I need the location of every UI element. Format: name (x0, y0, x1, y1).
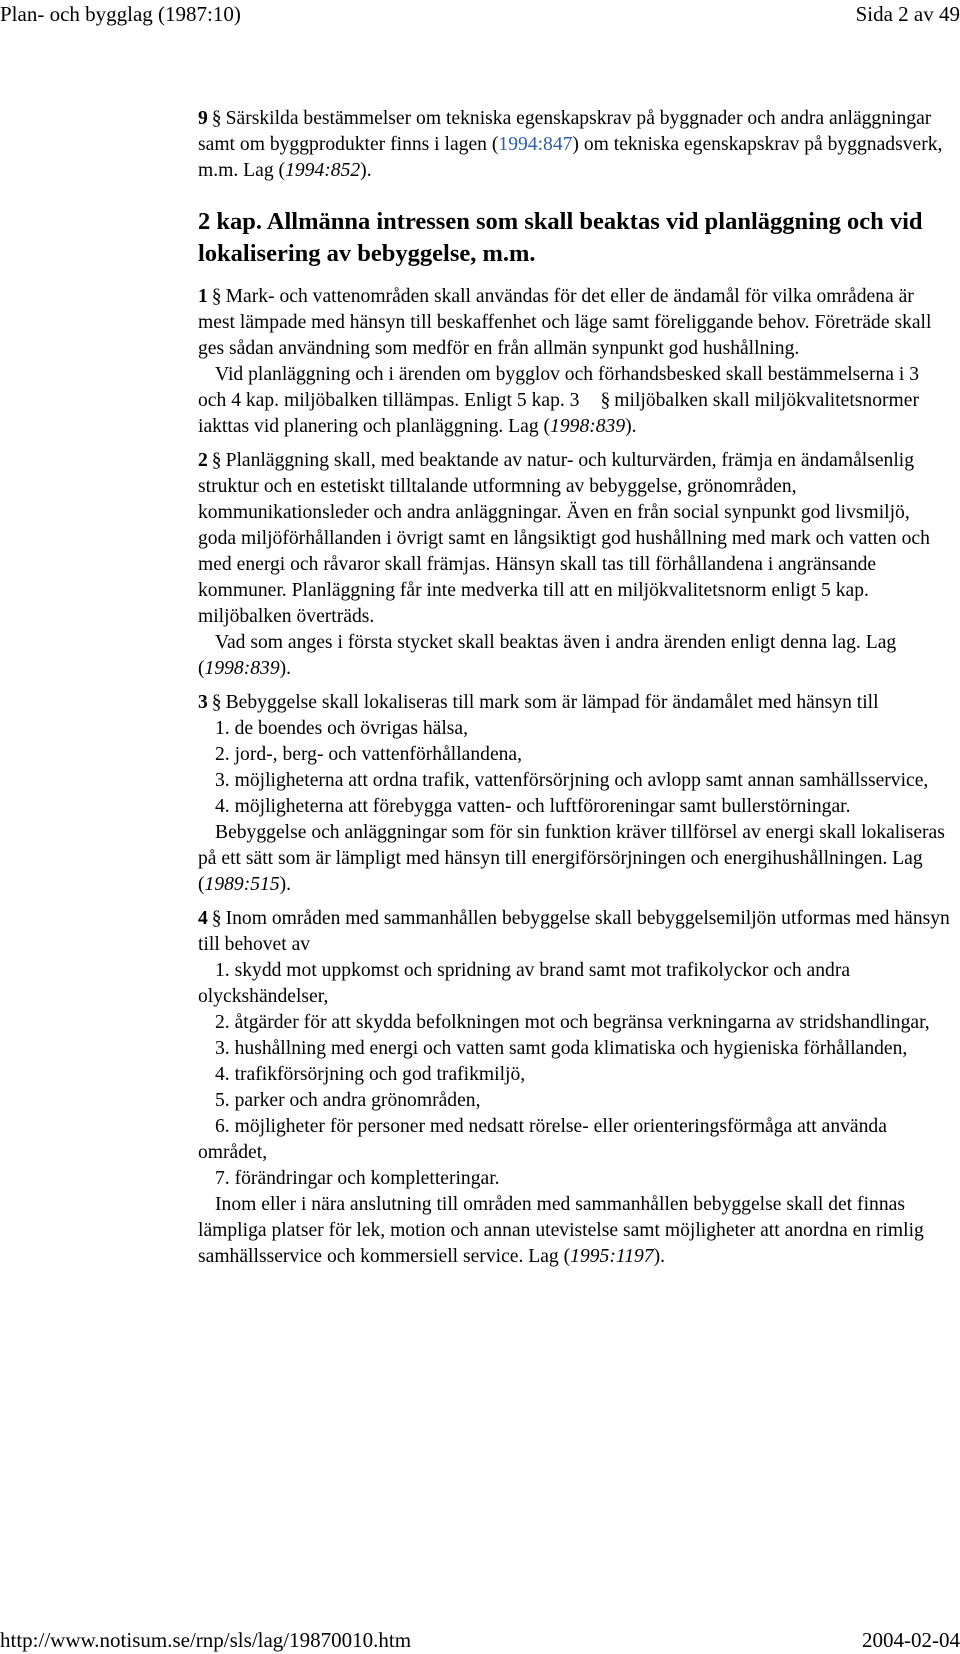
list-item: 4. möjligheterna att förebygga vatten- och luftföroreningar samt bullerstörningar. (215, 796, 851, 817)
section-number: 2 (198, 450, 208, 471)
list-item: 5. parker och andra grönområden, (215, 1090, 481, 1111)
list-item: 2. åtgärder för att skydda befolkningen mot och begränsa verkningarna av stridshandlingar, (215, 1012, 930, 1033)
section-sign-icon: § (211, 286, 222, 307)
document-title: Plan- och bygglag (1987:10) (0, 2, 241, 26)
section-1: 1 § Mark- och vattenområden skall användas för det eller de ändamål för vilka områdena är mest lämpade med hänsyn till beskaffenhet och läge samt föreliggande behov. Företräde skall ges sådan användning som medför en från allmän synpunkt god hushållning. Vid planläggning och i ärenden om bygglov och förhandsbesked skall bestämmelserna i 3 och 4 kap. miljöbalken tillämpas. Enligt 5 kap. 3 § miljöbalken skall miljökvalitetsnormer iakttas vid planering och planläggning. Lag (1998:839). (198, 286, 932, 437)
section-sign-icon: § (211, 692, 222, 713)
section-number: 9 (198, 108, 208, 129)
law-reference: 1998:839 (204, 658, 280, 679)
section-4: 4 § Inom områden med sammanhållen bebyggelse skall bebyggelsemiljön utformas med hänsyn till behovet av 1. skydd mot uppkomst och spridning av brand samt mot trafikolyckor och andra olyckshändelser, 2. åtgärder för att skydda befolkningen mot och begränsa verkningarna av stridshandlingar, 3. hushållning med energi och vatten samt goda klimatiska och hygieniska förhållanden, 4. trafikförsörjning och god trafikmiljö, 5. parker och andra grönområden, 6. möjligheter för personer med nedsatt rörelse- eller orienteringsförmåga att använda området, 7. förändringar och kompletteringar. Inom eller i nära anslutning till områden med sammanhållen bebyggelse skall det finnas lämpliga platser för lek, motion och annan utevistelse samt möjligheter att anordna en rimlig samhällsservice och kommersiell service. Lag (1995:1197). (198, 908, 950, 1267)
law-reference: 1995:1197 (570, 1246, 654, 1267)
law-reference: 1989:515 (204, 874, 280, 895)
section-2: 2 § Planläggning skall, med beaktande av natur- och kulturvärden, främja en ändamålsenlig struktur och en estetiskt tilltalande utformning av bebyggelse, grönområden, kommunikationsleder och andra anläggningar. Även en från social synpunkt god livsmiljö, goda miljöförhållanden i övrigt samt en långsiktigt god hushållning med mark och vatten och med energi och råvaror skall främjas. Hänsyn skall tas till förhållandena i angränsande kommuner. Planläggning får inte medverka till att en miljökvalitetsnorm enligt 5 kap. miljöbalken överträds. Vad som anges i första stycket skall beaktas även i andra ärenden enligt denna lag. Lag (1998:839). (198, 450, 930, 679)
page-header (0, 0, 960, 28)
section-sign-icon: § (211, 108, 222, 129)
law-reference: 1994:852 (285, 160, 361, 181)
list-item: 3. möjligheterna att ordna trafik, vattenförsörjning och avlopp samt annan samhällsservice, (215, 770, 929, 791)
page-footer (0, 1626, 960, 1654)
list-item: 2. jord-, berg- och vattenförhållandena, (215, 744, 523, 765)
section-number: 3 (198, 692, 208, 713)
source-url-link[interactable]: http://www.notisum.se/rnp/sls/lag/19870010.htm (0, 1628, 412, 1652)
list-item: 7. förändringar och kompletteringar. (215, 1168, 500, 1189)
section-number: 4 (198, 908, 208, 929)
section-sign-icon: § (600, 390, 611, 411)
page-number: Sida 2 av 49 (855, 2, 960, 26)
law-reference: 1998:839 (550, 416, 626, 437)
chapter-heading: 2 kap. Allmänna intressen som skall beaktas vid planläggning och vid lokalisering av bebyggelse, m.m. (198, 208, 923, 267)
section-sign-icon: § (211, 450, 222, 471)
print-date: 2004-02-04 (862, 1628, 960, 1652)
list-item: 1. skydd mot uppkomst och spridning av brand samt mot trafikolyckor och andra olyckshändelser, (198, 960, 851, 1007)
section-9: 9 § Särskilda bestämmelser om tekniska egenskapskrav på byggnader och andra anläggningar samt om byggprodukter finns i lagen (1994:847) om tekniska egenskapskrav på byggnadsverk, m.m. Lag (1994:852). (198, 108, 943, 181)
section-number: 1 (198, 286, 208, 307)
list-item: 6. möjligheter för personer med nedsatt rörelse- eller orienteringsförmåga att använda området, (198, 1116, 887, 1163)
list-item: 1. de boendes och övrigas hälsa, (215, 718, 469, 739)
section-sign-icon: § (211, 908, 222, 929)
document-body (198, 106, 950, 1270)
list-item: 3. hushållning med energi och vatten samt goda klimatiska och hygieniska förhållanden, (215, 1038, 908, 1059)
section-3: 3 § Bebyggelse skall lokaliseras till mark som är lämpad för ändamålet med hänsyn till 1. de boendes och övrigas hälsa, 2. jord-, berg- och vattenförhållandena, 3. möjligheterna att ordna trafik, vattenförsörjning och avlopp samt annan samhällsservice, 4. möjligheterna att förebygga vatten- och luftföroreningar samt bullerstörningar. Bebyggelse och anläggningar som för sin funktion kräver tillförsel av energi skall lokaliseras på ett sätt som är lämpligt med hänsyn till energiförsörjningen och energihushållningen. Lag (1989:515). (198, 690, 950, 898)
list-item: 4. trafikförsörjning och god trafikmiljö, (215, 1064, 526, 1085)
law-link-1994-847[interactable]: 1994:847 (498, 134, 573, 155)
